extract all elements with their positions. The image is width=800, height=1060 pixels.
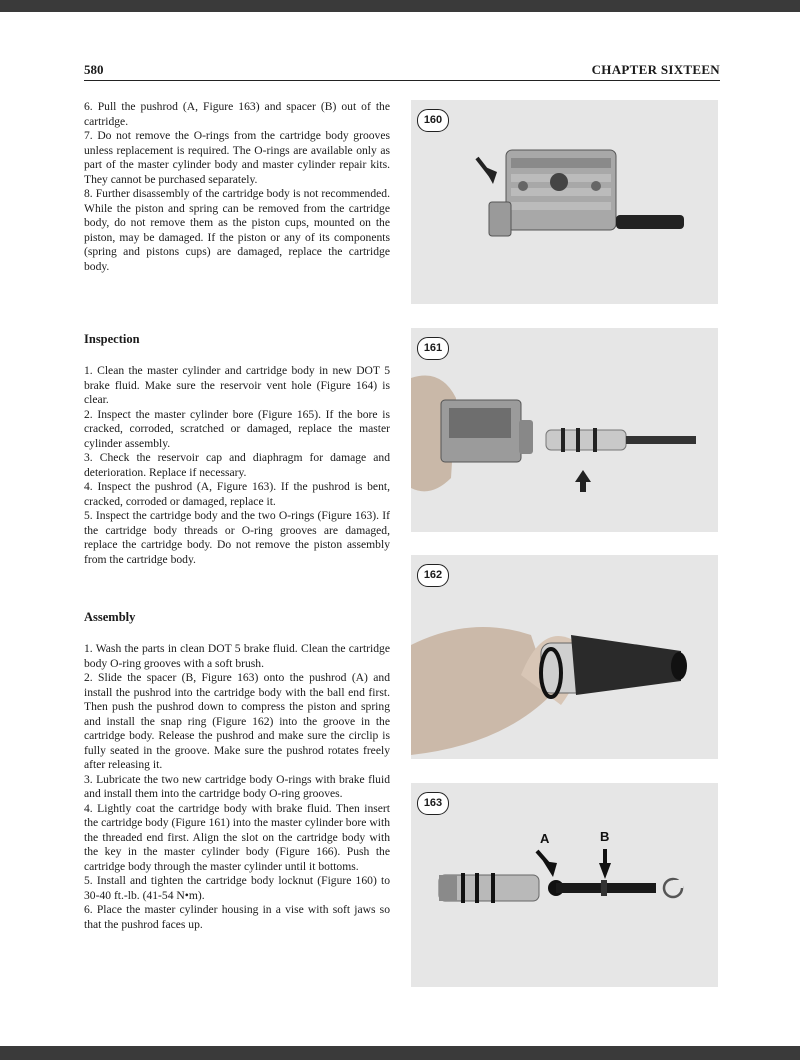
inspection-heading: Inspection — [84, 332, 140, 346]
assembly-step: 1. Wash the parts in clean DOT 5 brake fluid. Clean the cartridge body O-ring grooves with a soft brush. — [84, 642, 390, 670]
label-b: B — [600, 829, 610, 844]
inspection-step: 1. Clean the master cylinder and cartridge body in new DOT 5 brake fluid. Make sure the reservoir vent hole (Figure 164) is clear. — [84, 364, 390, 406]
assembly-step: 2. Slide the spacer (B, Figure 163) onto the pushrod (A) and install the pushrod into the cartridge body with the ball end first. Then push the pushrod down to compress the piston and spring and install the snap ring (Figure 162) into the groove in the cartridge body. Release the pushrod and make sure the circlip is fully seated in the groove. Make sure the pushrod rotates freely after releasing it. — [84, 671, 390, 771]
removal-step: 8. Further disassembly of the cartridge body is not recommended. While the piston and spring can be removed from the cartridge body, do not remove them as the piston cups, mounted on the piston, may be damaged. If the piston or any of its components (spring and pistons cups) are damaged, replace the cartridge body. — [84, 187, 390, 273]
inspection-step: 2. Inspect the master cylinder bore (Figure 165). If the bore is cracked, corroded, scratched or damaged, replace the master cylinder assembly. — [84, 407, 390, 450]
inspection-section — [84, 332, 390, 347]
figure-161 — [411, 328, 718, 532]
inspection-step: 5. Inspect the cartridge body and the two O-rings (Figure 163). If the cartridge body threads or O-ring grooves are damaged, replace the cartridge body. Do not remove the piston assembly from the cartridge body. — [84, 509, 390, 566]
figure-160 — [411, 100, 718, 304]
assembly-heading: Assembly — [84, 610, 136, 624]
assembly-step: 6. Place the master cylinder housing in a vise with soft jaws so that the pushrod faces up. — [84, 903, 390, 931]
removal-step: 6. Pull the pushrod (A, Figure 163) and spacer (B) out of the cartridge. — [84, 100, 390, 128]
figure-number-badge: 160 — [417, 109, 449, 132]
viewer-top-bar — [0, 0, 800, 12]
removal-steps — [84, 100, 390, 274]
manual-page — [0, 12, 800, 1046]
figure-163 — [411, 783, 718, 987]
master-cylinder-photo — [411, 100, 718, 304]
cartridge-parts-photo — [411, 783, 718, 987]
chapter-title: CHAPTER SIXTEEN — [591, 62, 720, 77]
cartridge-insertion-photo — [411, 328, 718, 532]
page-header — [84, 62, 720, 81]
figure-162 — [411, 555, 718, 759]
snap-ring-install-photo — [411, 555, 718, 759]
page-number: 580 — [84, 62, 104, 77]
figure-number-badge: 161 — [417, 337, 449, 360]
assembly-steps — [84, 642, 390, 932]
assembly-step: 3. Lubricate the two new cartridge body O-rings with brake fluid and install them into the cartridge body O-ring grooves. — [84, 772, 390, 800]
assembly-section — [84, 610, 390, 625]
figure-number-badge: 162 — [417, 564, 449, 587]
assembly-step: 5. Install and tighten the cartridge body locknut (Figure 160) to 30-40 ft.-lb. (41-54 N•m). — [84, 874, 390, 902]
removal-step: 7. Do not remove the O-rings from the cartridge body grooves unless replacement is required. The O-rings are available only as part of the master cylinder body and master cylinder repair kits. They cannot be purchased separately. — [84, 129, 390, 186]
figure-number-badge: 163 — [417, 792, 449, 815]
assembly-step: 4. Lightly coat the cartridge body with brake fluid. Then insert the cartridge body (Figure 161) into the master cylinder bore with the threaded end first. Align the slot on the cartridge body with the key in the master cylinder body (Figure 166). Push the cartridge body through the master cylinder until it bottoms. — [84, 801, 390, 873]
inspection-steps — [84, 364, 390, 567]
inspection-step: 4. Inspect the pushrod (A, Figure 163). If the pushrod is bent, cracked, corroded or damaged, replace it. — [84, 480, 390, 508]
viewer-bottom-bar — [0, 1046, 800, 1060]
label-a: A — [540, 831, 550, 846]
inspection-step: 3. Check the reservoir cap and diaphragm for damage and deterioration. Replace if necessary. — [84, 451, 390, 479]
